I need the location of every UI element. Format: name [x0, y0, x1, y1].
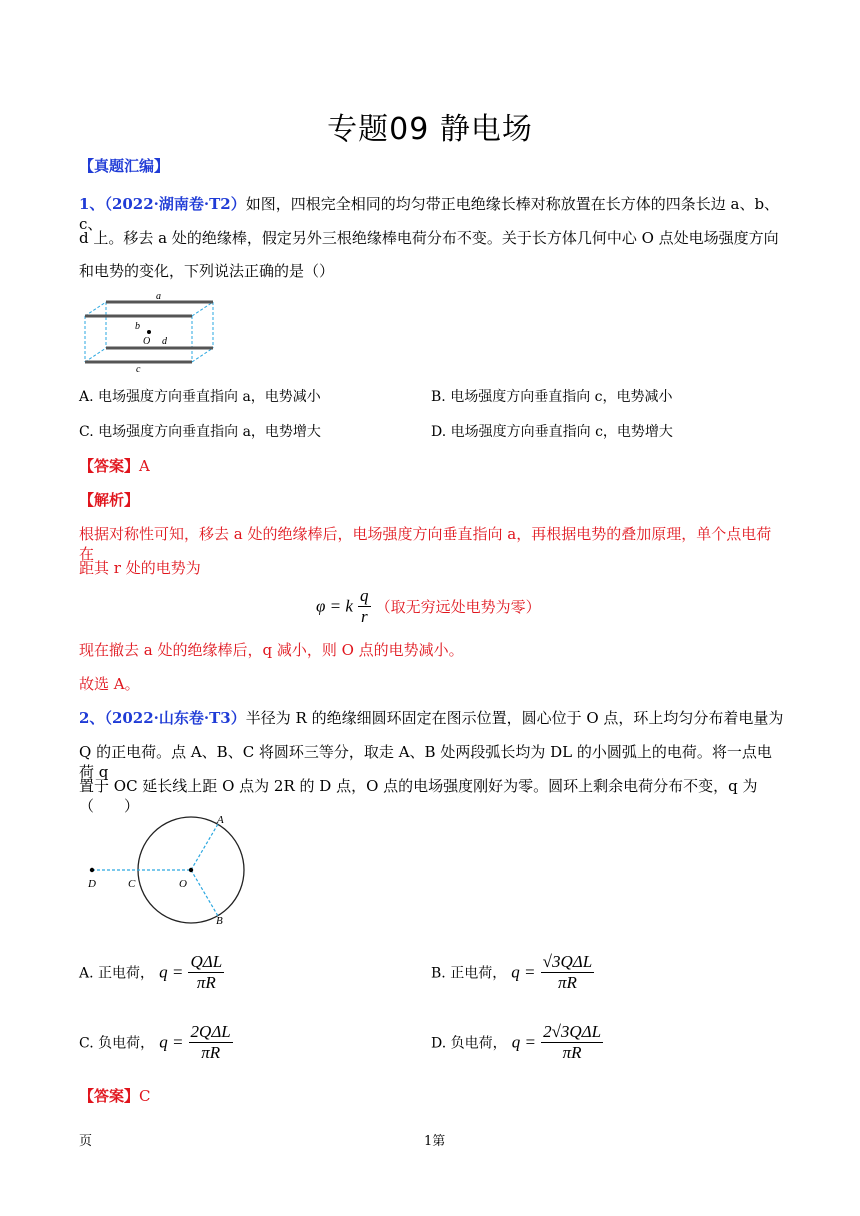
q1-analysis-line-2: 距其 r 处的电势为 — [79, 559, 201, 577]
q1-answer — [79, 456, 150, 476]
q2-label-A: A — [217, 814, 224, 826]
q2-stem-text: 半径为 R 的绝缘细圆环固定在图示位置，圆心位于 O 点，环上均匀分布着电量为 — [245, 709, 784, 727]
q1-box-figure — [80, 288, 230, 374]
q1-analysis-line-4: 故选 A。 — [79, 675, 140, 693]
q2-label-D: D — [88, 878, 96, 890]
q2-option-c[interactable] — [79, 1022, 233, 1063]
q1-option-d[interactable]: D. 电场强度方向垂直指向 c，电势增大 — [431, 424, 673, 440]
q2-option-c-den: πR — [201, 1043, 221, 1062]
q2-option-d-den: πR — [562, 1043, 582, 1062]
q2-option-b[interactable] — [431, 952, 594, 993]
q2-option-d-num: 2√3QΔL — [543, 1022, 602, 1041]
q1-label-b: b — [135, 321, 140, 332]
q1-stem-text: 如图，四根完全相同的均匀带正电绝缘长棒对称放置在长方体的四条长边 a、b、c、 — [79, 195, 780, 233]
q2-stem-line-1 — [79, 708, 784, 728]
q2-option-d-lhs: q = — [511, 1032, 536, 1052]
q2-option-b-lhs: q = — [511, 962, 536, 982]
section-heading: 【真题汇编】 — [79, 157, 170, 175]
q1-option-c[interactable]: C. 电场强度方向垂直指向 a，电势增大 — [79, 424, 321, 440]
q2-stem-line-2: Q 的正电荷。点 A、B、C 将圆环三等分，取走 A、B 处两段弧长均为 DL 的小圆弧上的电荷。将一点电荷 q — [79, 743, 772, 781]
q1-analysis-line-1: 根据对称性可知，移去 a 处的绝缘棒后，电场强度方向垂直指向 a，再根据电势的叠加原理，单个点电荷在 — [79, 525, 772, 563]
q2-ring-figure — [82, 808, 252, 928]
q1-analysis-label: 【解析】 — [79, 491, 140, 509]
q2-option-c-label: C. 负电荷， — [79, 1035, 155, 1052]
q1-option-a[interactable]: A. 电场强度方向垂直指向 a，电势减小 — [79, 389, 321, 405]
q2-option-a-num: QΔL — [190, 952, 223, 971]
q1-formula — [316, 586, 541, 627]
q2-option-d-fraction — [541, 1022, 603, 1063]
q1-analysis-line-3: 现在撤去 a 处的绝缘棒后，q 减小，则 O 点的电势减小。 — [79, 641, 464, 659]
q1-formula-fraction — [358, 586, 371, 627]
q2-option-b-num: √3QΔL — [542, 952, 593, 971]
q2-option-a[interactable] — [79, 952, 224, 993]
q1-label-a: a — [156, 291, 161, 302]
q2-option-a-label: A. 正电荷， — [79, 965, 155, 982]
footer-left: 页 — [79, 1134, 93, 1149]
q2-answer-value: C — [139, 1087, 151, 1105]
q2-option-a-fraction — [188, 952, 224, 993]
q1-answer-label: 【答案】 — [79, 457, 140, 475]
q2-option-c-lhs: q = — [159, 1032, 184, 1052]
q1-stem-line-3: 和电势的变化，下列说法正确的是（） — [79, 262, 335, 280]
q1-formula-num: q — [360, 586, 369, 605]
q2-option-a-lhs: q = — [159, 962, 184, 982]
q1-label-d: d — [162, 336, 167, 347]
q2-answer — [79, 1086, 151, 1106]
q2-option-d-label: D. 负电荷， — [431, 1035, 507, 1052]
footer-page-number: 1第 — [424, 1134, 446, 1149]
page-title: 专题09 静电场 — [327, 112, 533, 147]
q1-formula-den: r — [360, 607, 368, 626]
q1-option-b[interactable]: B. 电场强度方向垂直指向 c，电势减小 — [431, 389, 673, 405]
q2-label-C: C — [128, 878, 136, 890]
q1-stem-line-2: d 上。移去 a 处的绝缘棒，假定另外三根绝缘棒电荷分布不变。关于长方体几何中心 O 点处电场强度方向 — [79, 229, 779, 247]
q1-answer-value: A — [139, 457, 150, 475]
q2-label-O: O — [179, 878, 187, 890]
q2-option-b-fraction — [541, 952, 595, 993]
q2-label-B: B — [216, 915, 223, 927]
q1-label-O: O — [143, 336, 151, 347]
q2-option-a-den: πR — [196, 973, 216, 992]
q1-formula-lhs: φ = k — [316, 596, 353, 616]
q2-source: （2022·山东卷·T3） — [104, 709, 246, 727]
q1-number: 1、 — [79, 195, 105, 213]
q2-option-c-fraction — [189, 1022, 233, 1063]
q2-stem-line-3: 置于 OC 延长线上距 O 点为 2R 的 D 点，O 点的电场强度刚好为零。圆环上剩余电荷分布不变，q 为（ ） — [79, 777, 758, 815]
q2-option-d[interactable] — [431, 1022, 603, 1063]
q1-formula-note: （取无穷远处电势为零） — [375, 598, 541, 616]
q2-number: 2、 — [79, 709, 105, 727]
q2-option-b-label: B. 正电荷， — [431, 965, 507, 982]
q1-label-c: c — [136, 364, 141, 374]
q2-option-c-num: 2QΔL — [190, 1022, 231, 1041]
q2-answer-label: 【答案】 — [79, 1087, 140, 1105]
q1-source: （2022·湖南卷·T2） — [104, 195, 246, 213]
q2-option-b-den: πR — [557, 973, 577, 992]
